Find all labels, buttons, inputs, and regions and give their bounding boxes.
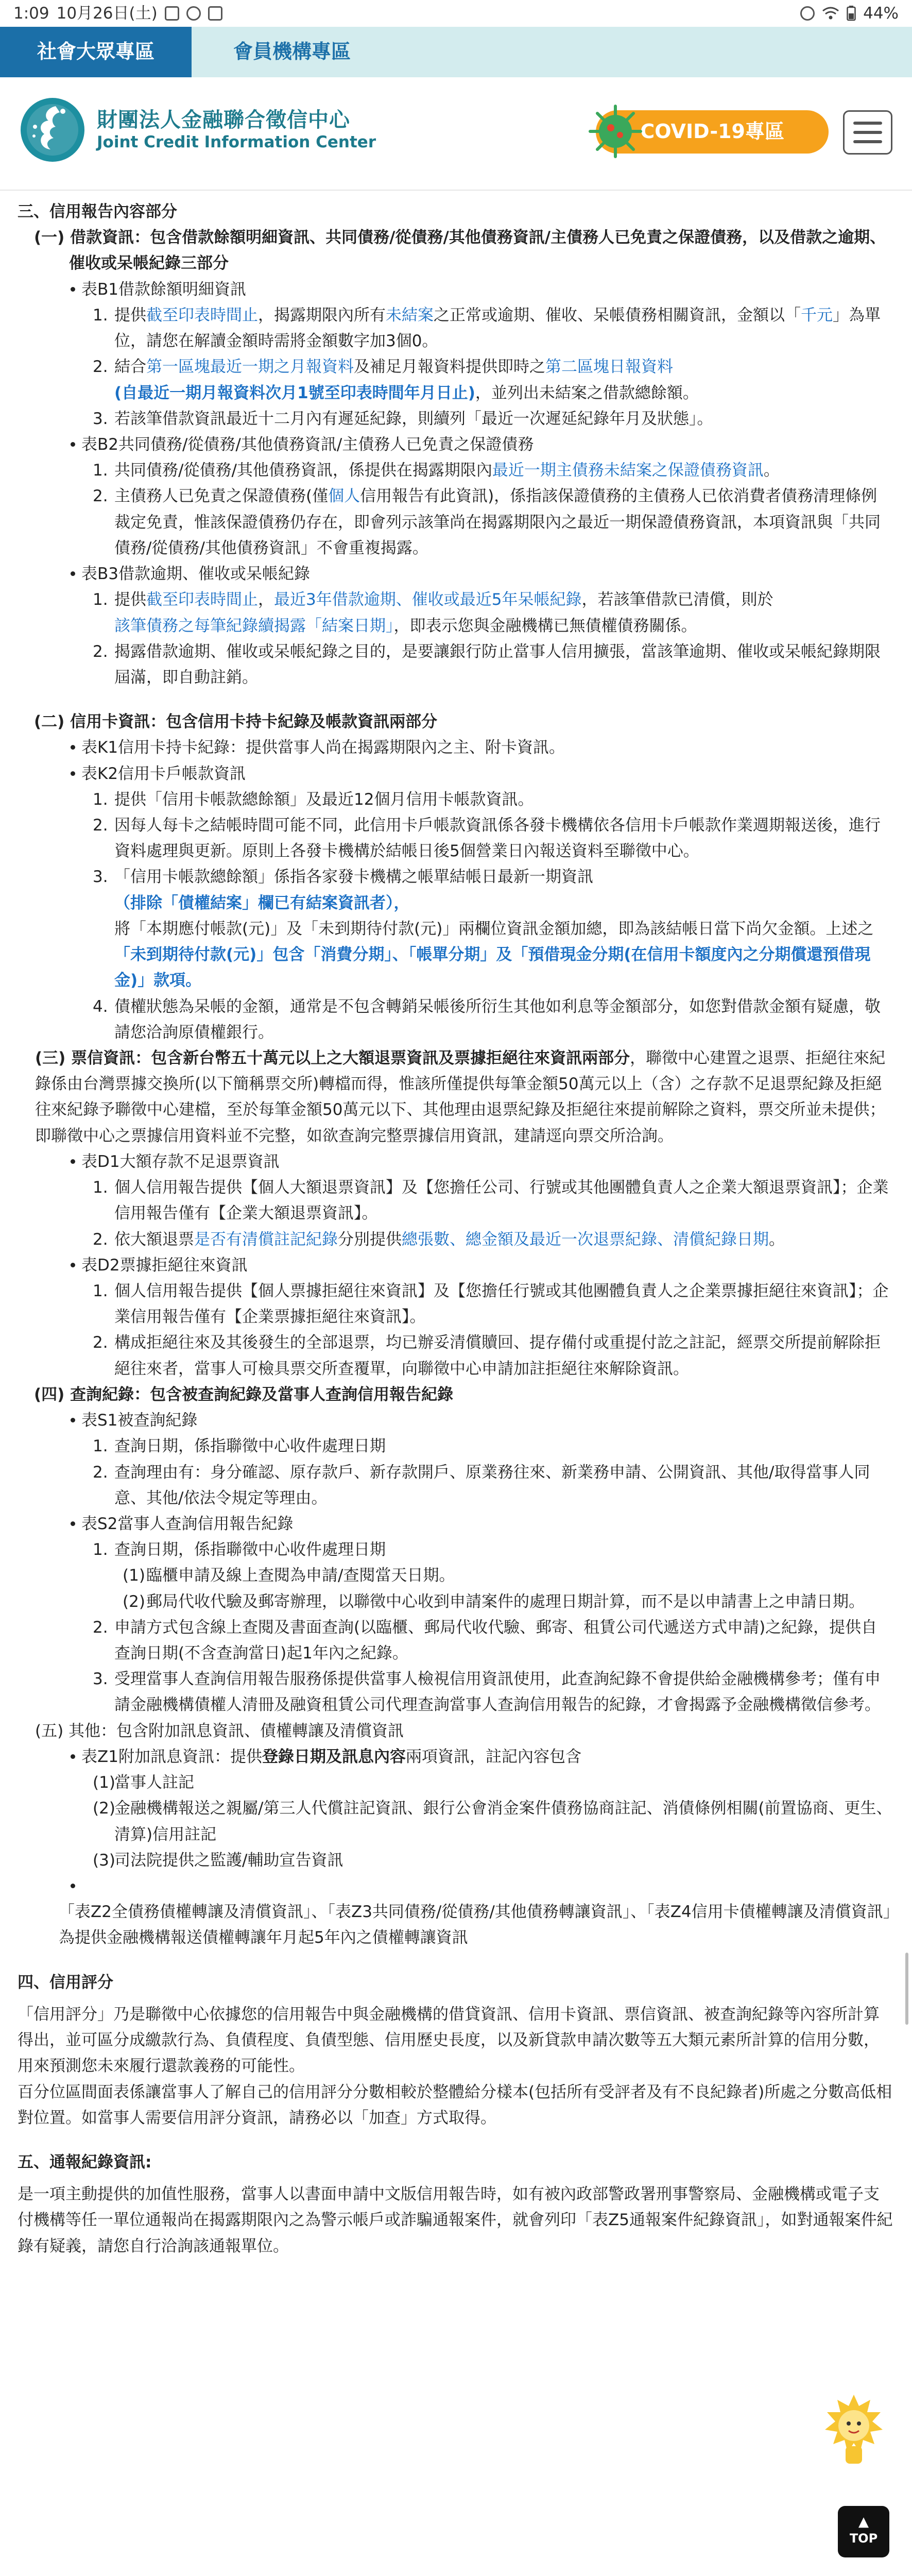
text: 提供「信用卡帳款總餘額」及最近12個月信用卡帳款資訊。 xyxy=(114,790,534,809)
top-label: TOP xyxy=(849,2531,878,2546)
text: ，並列出未結案之借款總餘額。 xyxy=(475,383,699,402)
logo-title-zh: 財團法人金融聯合徵信中心 xyxy=(97,108,350,132)
back-to-top-button[interactable] xyxy=(838,2506,889,2557)
s1-item-2 xyxy=(18,1460,893,1511)
item-number: 2. xyxy=(93,1463,108,1482)
spacer xyxy=(18,2175,893,2181)
text: 結合 xyxy=(114,358,146,377)
z1-item-3 xyxy=(18,1848,893,1873)
battery-icon xyxy=(847,6,856,21)
part2-heading: (二) 信用卡資訊：包含信用卡持卡紀錄及帳款資訊兩部分 xyxy=(34,713,438,732)
app-icon xyxy=(186,6,201,21)
jcic-logo[interactable] xyxy=(20,97,376,163)
item-number: (3) xyxy=(93,1851,115,1870)
b2-item-2 xyxy=(18,483,893,561)
highlight-text: 未結案 xyxy=(386,306,434,325)
b1-item-2 xyxy=(18,354,893,405)
s2-title: 表S2當事人查詢信用報告紀錄 xyxy=(18,1511,893,1537)
item-number: 1. xyxy=(93,1178,108,1197)
battery-percent: 44% xyxy=(863,4,899,23)
part1-heading-line1: (一) 借款資訊：包含借款餘額明細資訊、共同債務/從債務/其他債務資訊/主債務人已免責之保證債務，以及借 xyxy=(34,228,806,247)
item-number: 3. xyxy=(93,868,108,887)
highlight-text: 第一區塊最近一期之月報資料 xyxy=(146,358,354,377)
item-number: 1. xyxy=(93,461,108,480)
text: 構成拒絕往來及其後發生的全部退票，均已辦妥清償贖回、提存備付或重提付訖之註記，經票交所提前解除拒絕往來者，當事人可檢具票交所查覆單，向聯徵中心申請加註拒絕往來解除資訊。 xyxy=(114,1333,881,1378)
k2-item-4 xyxy=(18,994,893,1045)
item-number: 1. xyxy=(93,790,108,809)
menu-bar xyxy=(853,131,882,134)
mascot-icon xyxy=(823,2395,885,2467)
tab-members[interactable]: 會員機構專區 xyxy=(233,40,351,63)
highlight-text: 該筆債務之每筆紀錄續揭露「結案日期」 xyxy=(114,616,394,635)
highlight-text: 千元 xyxy=(801,306,833,325)
b3-item-1 xyxy=(18,587,893,638)
empty-bullet xyxy=(18,1873,893,1899)
text: 之正常或逾期、催收、呆帳債務相關資訊，金額以「 xyxy=(434,306,801,325)
highlight-text: 第二區塊日報資料 xyxy=(545,358,673,377)
text: 查詢理由有：身分確認、原存款戶、新存款開戶、原業務往來、新業務申請、公開資訊、其他/取得當事人同意、其他/依法令規定等理由。 xyxy=(114,1463,870,1507)
section5-paragraph-1: 是一項主動提供的加值性服務，當事人以書面申請中文版信用報告時，如有被內政部警政署刑事警察局、金融機構或電子支付機構等任一單位通報尚在揭露期限內之為警示帳戶或詐騙通報案件，就會列印「表Z5通報案件紀錄資訊」，如對通報案件紀錄有疑義，請您自行洽詢該通報單位。 xyxy=(18,2185,893,2256)
status-bar-left xyxy=(13,1,222,26)
section4-paragraph-1: 「信用評分」乃是聯徵中心依據您的信用報告中與金融機構的借貸資訊、信用卡資訊、票信資訊、被查詢紀錄等內容所計算得出，並可區分成繳款行為、負債程度、負債型態、信用歷史長度，以及新貸款申請次數等五大類元素所計算的信用分數，用來預測您未來履行還款義務的可能性。 xyxy=(18,2005,880,2076)
text: 因每人每卡之結帳時間可能不同，此信用卡戶帳款資訊係各發卡機構依各信用卡戶帳款作業週期報送後，進行資料處理與更新。原則上各發卡機構於結帳日後5個營業日內報送資料至聯徵中心。 xyxy=(114,816,881,861)
item-number: 2. xyxy=(93,816,108,835)
text: 主債務人已免責之保證債務(僅 xyxy=(114,487,329,506)
k1-text: 表K1信用卡持卡紀錄：提供當事人尚在揭露期限內之主、附卡資訊。 xyxy=(18,735,893,760)
item-number: 2. xyxy=(93,1618,108,1637)
part3-intro xyxy=(18,1045,893,1149)
item-number: 1. xyxy=(93,306,108,325)
text: ，揭露期限內所有 xyxy=(258,306,386,325)
highlight-text: 最近3年借款逾期、催收或最近5年呆帳紀錄 xyxy=(274,590,582,609)
text: 當事人註記 xyxy=(114,1773,194,1792)
z1-text xyxy=(18,1744,893,1770)
text: 司法院提供之監護/輔助宣告資訊 xyxy=(114,1851,343,1870)
b3-title: 表B3借款逾期、催收或呆帳紀錄 xyxy=(18,561,893,587)
section4-title: 四、信用評分 xyxy=(18,1973,113,1992)
top-nav xyxy=(0,27,912,77)
text: 債權狀態為呆帳的金額，通常是不包含轉銷呆帳後所衍生其他如利息等金額部分，如您對借款金額有疑慮，敬請您洽詢原債權銀行。 xyxy=(114,997,881,1042)
part1-heading xyxy=(18,225,893,276)
item-number: 1. xyxy=(93,1281,108,1300)
text: ，即表示您與金融機構已無債權債務關係。 xyxy=(393,616,697,635)
chevron-up-icon: ▲ xyxy=(858,2514,869,2530)
highlight-text: 最近一期主債務未結案之保證債務資訊 xyxy=(492,461,764,480)
item-number: 1. xyxy=(93,590,108,609)
text: 提供 xyxy=(114,306,146,325)
text: 提供 xyxy=(114,590,146,609)
section3-title: 三、信用報告內容部分 xyxy=(18,202,177,221)
status-time: 1:09 xyxy=(13,4,49,23)
s1-title: 表S1被查詢紀錄 xyxy=(18,1408,893,1433)
d2-item-1 xyxy=(18,1278,893,1330)
part4-heading: (四) 查詢紀錄：包含被查詢紀錄及當事人查詢信用報告紀錄 xyxy=(34,1385,454,1404)
s2-item-1 xyxy=(18,1537,893,1563)
b2-title: 表B2共同債務/從債務/其他債務資訊/主債務人已免責之保證債務 xyxy=(18,432,893,457)
spacer xyxy=(18,1951,893,1970)
text: 將「本期應付帳款(元)」及「未到期待付款(元)」兩欄位資訊金額加總，即為該結帳日當下尚欠金額。上述之 xyxy=(114,919,874,938)
tab-public[interactable]: 社會大眾專區 xyxy=(0,27,192,77)
item-number: 1. xyxy=(93,1437,108,1456)
item-number: 2. xyxy=(93,487,108,506)
section4-paragraph-2: 百分位區間面表係讓當事人了解自己的信用評分分數相較於整體給分樣本(包括所有受評者及有不良紀錄者)所處之分數高低相對位置。如當事人需要信用評分資訊，請務必以「加查」方式取得。 xyxy=(18,2082,892,2127)
text: 。 xyxy=(763,461,780,480)
hamburger-menu-button[interactable] xyxy=(843,110,892,155)
b1-item-3 xyxy=(18,406,893,432)
text: 依大額退票 xyxy=(114,1230,194,1249)
k2-item-3 xyxy=(18,864,893,993)
text: 「信用卡帳款總餘額」係指各家發卡機構之帳單結帳日最新一期資訊 xyxy=(114,868,593,887)
s2-item-2 xyxy=(18,1615,893,1666)
text: 受理當事人查詢信用報告服務係提供當事人檢視信用資訊使用，此查詢紀錄不會提供給金融機構參考；僅有申請金融機構債權人清冊及融資租賃公司代理查詢當事人查詢信用報告的紀錄，才會揭露予金融機構徵信參考。 xyxy=(114,1670,881,1715)
item-number: 2. xyxy=(93,1333,108,1352)
status-date: 10月26日(土) xyxy=(56,4,158,23)
b1-item-1 xyxy=(18,302,893,354)
k2-title: 表K2信用卡戶帳款資訊 xyxy=(18,761,893,787)
spacer xyxy=(18,2131,893,2149)
highlight-text: 「未到期待付款(元)」包含「消費分期」、「帳單分期」及「預借現金分期(在信用卡額度內之分期償還預借現金)」款項。 xyxy=(114,945,871,990)
section5-title: 五、通報紀錄資訊: xyxy=(18,2153,152,2172)
highlight-text: (自最近一期月報資料次月1號至印表時間年月日止) xyxy=(114,383,475,402)
text: ，聯徵中心建置之退票、拒絕往來紀錄係由台灣票據交換所(以下簡稱票交所)轉檔而得，惟該所僅提供每筆金額50萬元以上（含）之存款不足退票紀錄及拒絕往來紀錄予聯徵中心建檔，至於每筆金額50萬元以下、其他理由退票紀錄及拒絕往來提前解除之資料，票交所並未提供；即聯徵中心之票據信用資料並不完整，如欲查詢完整票據信用資訊，建請逕向票交所洽詢。 xyxy=(35,1049,886,1145)
wifi-icon xyxy=(822,6,839,21)
text: 」為單位，請您在解讀金額時需將金額數字加3個0。 xyxy=(114,306,881,351)
item-number: (2) xyxy=(93,1799,115,1818)
scrollbar[interactable] xyxy=(905,1953,908,2025)
d2-title: 表D2票據拒絕往來資訊 xyxy=(18,1252,893,1278)
d1-item-2 xyxy=(18,1227,893,1252)
text: 分別提供 xyxy=(338,1230,402,1249)
text: 及補足月報資料提供即時之 xyxy=(354,358,545,377)
site-header xyxy=(0,77,912,191)
text: 若該筆借款資訊最近十二月內有遲延紀錄，則續列「最近一次遲延紀錄年月及狀態」。 xyxy=(114,409,713,428)
highlight-text: 截至印表時間止 xyxy=(146,306,258,325)
text: 共同債務/從債務/其他債務資訊，係提供在揭露期限內 xyxy=(114,461,492,480)
highlight-text: 總張數、總金額及最近一次退票紀錄、清償紀錄日期 xyxy=(402,1230,769,1249)
main-content xyxy=(18,199,893,2259)
s1-item-1 xyxy=(18,1433,893,1459)
item-number: 3. xyxy=(93,1670,108,1689)
z-transfer-text: 「表Z2全債務債權轉讓及清償資訊」、「表Z3共同債務/從債務/其他債務轉讓資訊」、「表Z4信用卡債權轉讓及清償資訊」為提供金融機構報送債權轉讓年月起5年內之債權轉讓資訊 xyxy=(59,1903,891,1947)
highlight-text: 個人 xyxy=(328,487,360,506)
text: 揭露借款逾期、催收或呆帳紀錄之目的，是要讓銀行防止當事人信用擴張，當該筆逾期、催收或呆帳紀錄期限屆滿，即自動註銷。 xyxy=(114,642,881,687)
z1-item-1 xyxy=(18,1770,893,1795)
text: 查詢日期，係指聯徵中心收件處理日期 xyxy=(114,1437,386,1456)
text: 兩項資訊，註記內容包含 xyxy=(405,1747,581,1766)
menu-bar xyxy=(853,140,882,143)
part1-heading-line2: 款之逾期、催收或呆帳紀錄三部分 xyxy=(69,228,886,273)
highlight-text: （排除「債權結案」欄已有結案資訊者）， xyxy=(114,893,410,912)
item-number: 2. xyxy=(93,1230,108,1249)
download-icon xyxy=(208,6,222,21)
item-number: (1) xyxy=(93,1773,115,1792)
s2-item-1a xyxy=(18,1563,893,1588)
status-bar xyxy=(0,0,912,27)
notification-icon xyxy=(165,6,179,21)
text: 查詢日期，係指聯徵中心收件處理日期 xyxy=(114,1540,386,1560)
s2-item-3 xyxy=(18,1666,893,1718)
d1-title: 表D1大額存款不足退票資訊 xyxy=(18,1149,893,1175)
text: 申請方式包含線上查閱及書面查詢(以臨櫃、郵局代收代驗、郵寄、租賃公司代遞送方式申請)之紀錄，提供自查詢日期(不含查詢當日)起1年內之紀錄。 xyxy=(114,1618,877,1663)
item-number: 3. xyxy=(93,409,108,428)
logo-title-en: Joint Credit Information Center xyxy=(97,132,376,151)
b1-title: 表B1借款餘額明細資訊 xyxy=(18,277,893,302)
text: 個人信用報告提供【個人大額退票資訊】及【您擔任公司、行號或其他團體負責人之企業大額退票資訊】；企業信用報告僅有【企業大額退票資訊】。 xyxy=(114,1178,889,1223)
text: 。 xyxy=(769,1230,785,1249)
text: 個人信用報告提供【個人票據拒絕往來資訊】及【您擔任行號或其他團體負責人之企業票據拒絕往來資訊】；企業信用報告僅有【企業票據拒絕往來資訊】。 xyxy=(114,1281,889,1327)
menu-bar xyxy=(853,122,882,125)
jcic-logo-icon xyxy=(20,97,85,163)
d2-item-2 xyxy=(18,1330,893,1381)
k2-item-1 xyxy=(18,787,893,812)
text: ，若該筆借款已清償，則於 xyxy=(581,590,773,609)
part5-heading: (五) 其他：包含附加訊息資訊、債權轉讓及清償資訊 xyxy=(35,1721,404,1740)
b3-item-2 xyxy=(18,639,893,690)
part3-heading: (三) 票信資訊：包含新台幣五十萬元以上之大額退票資訊及票據拒絕往來資訊兩部分 xyxy=(35,1049,630,1067)
logo-text xyxy=(97,108,376,152)
virus-icon xyxy=(587,103,644,160)
b2-item-1 xyxy=(18,457,893,483)
status-bar-right xyxy=(800,1,899,26)
covid19-button[interactable]: COVID-19專區 xyxy=(596,110,829,154)
d1-item-1 xyxy=(18,1175,893,1226)
spacer xyxy=(18,690,893,709)
highlight-text: 是否有清償註記紀錄 xyxy=(194,1230,338,1249)
spacer xyxy=(18,1995,893,2002)
text: 信用報告有此資訊)，係指該保證債務的主債務人已依消費者債務清理條例裁定免責，惟該保證債務仍存在，即會列示該筆尚在揭露期限內之最近一期保證債務資訊，本項資訊與「共同債務/從債務/其他債務資訊」不會重複揭露。 xyxy=(114,487,881,557)
text: 金融機構報送之親屬/第三人代償註記資訊、銀行公會消金案件債務協商註記、消債條例相關(前置協商、更生、清算)信用註記 xyxy=(114,1799,892,1844)
text: 臨櫃申請及線上查閱為申請/查閱當天日期。 xyxy=(146,1566,455,1585)
item-number: 2. xyxy=(93,642,108,661)
text: 表Z1附加訊息資訊：提供 xyxy=(81,1747,262,1766)
highlight-text: 截至印表時間止 xyxy=(146,590,258,609)
text: ， xyxy=(258,590,274,609)
s2-item-1b xyxy=(18,1589,893,1615)
item-number: 1. xyxy=(93,1540,108,1560)
item-number: 4. xyxy=(93,997,108,1016)
item-number: 2. xyxy=(93,358,108,377)
text: 郵局代收代驗及郵寄辦理，以聯徵中心收到申請案件的處理日期計算，而不是以申請書上之申請日期。 xyxy=(146,1592,865,1611)
item-number: (1) xyxy=(123,1566,145,1585)
z1-item-2 xyxy=(18,1795,893,1847)
item-number: (2) xyxy=(123,1592,145,1611)
alarm-icon xyxy=(800,6,815,21)
k2-item-2 xyxy=(18,812,893,864)
bold-text: 登錄日期及訊息內容 xyxy=(262,1747,406,1766)
